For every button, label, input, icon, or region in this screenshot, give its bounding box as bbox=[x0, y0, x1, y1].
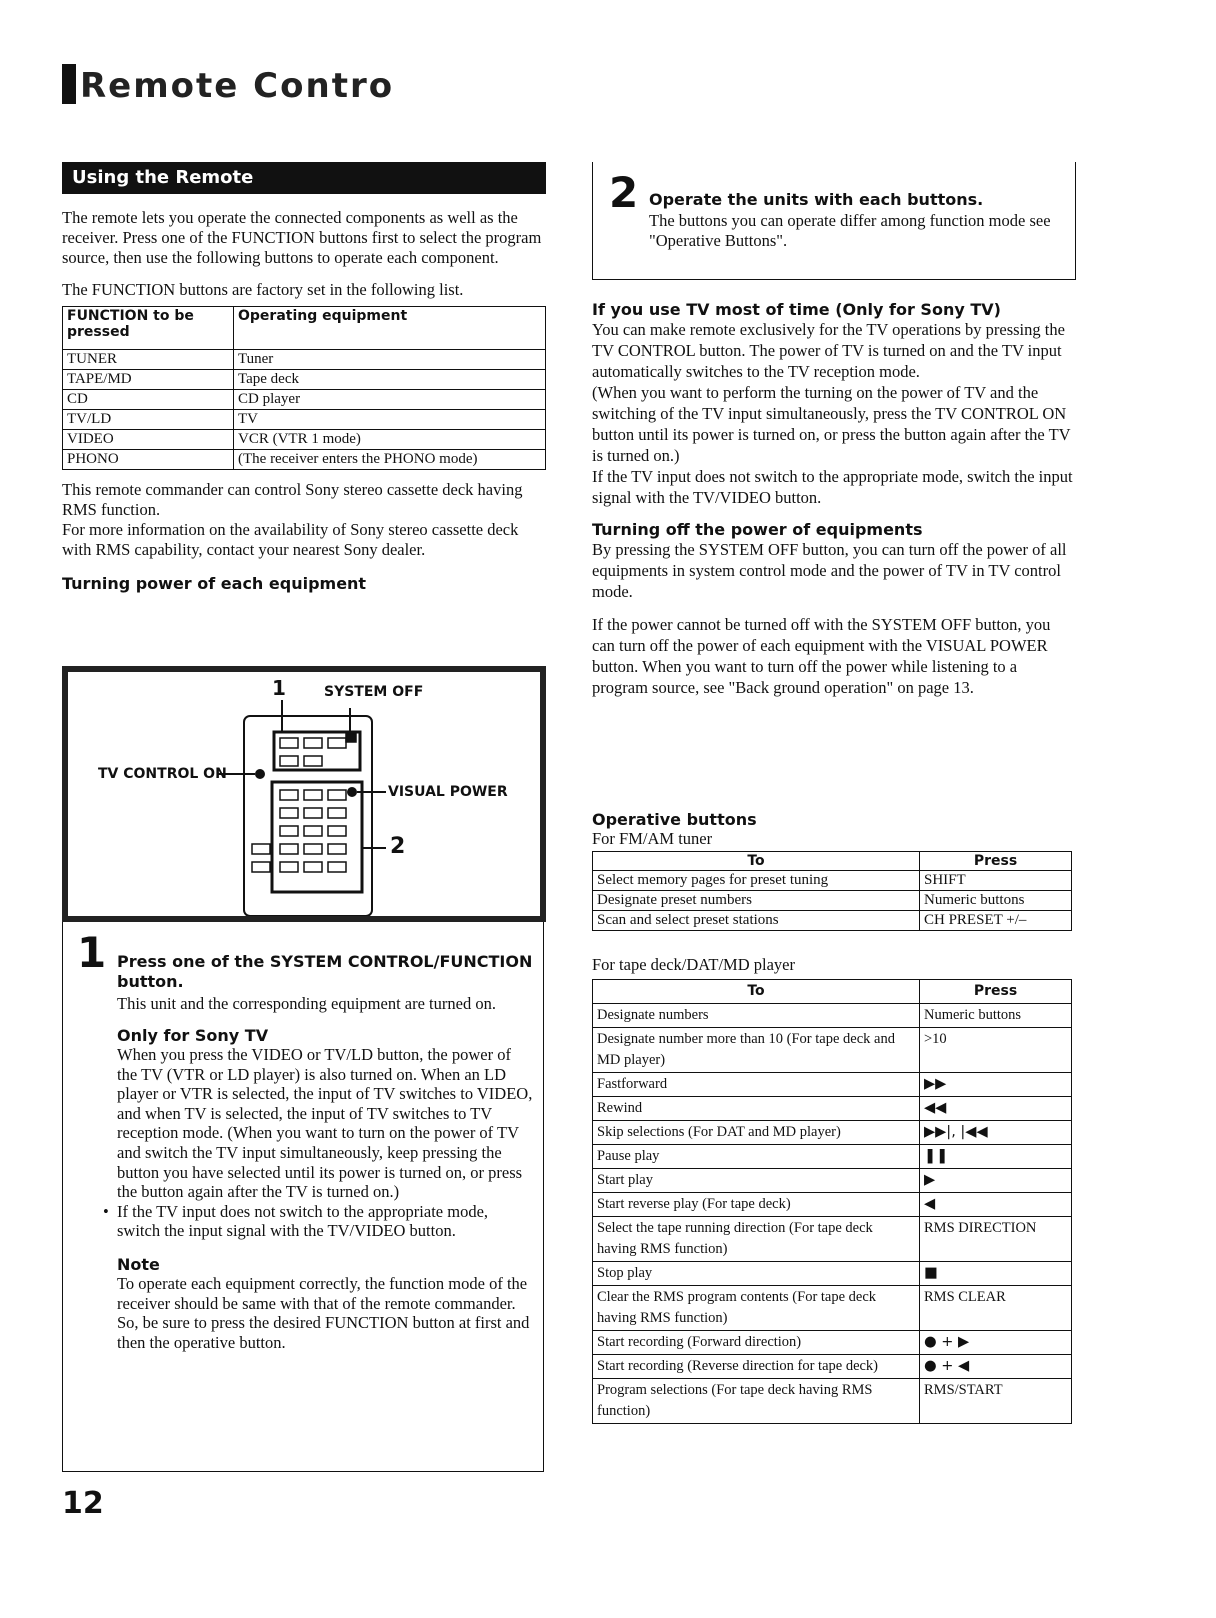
operative-section bbox=[592, 810, 1076, 1424]
table-cell: CD bbox=[63, 390, 234, 410]
table-row bbox=[593, 1145, 1072, 1169]
table-cell: Pause play bbox=[593, 1145, 920, 1169]
table-row bbox=[593, 871, 1072, 891]
table-cell: ▶▶|, |◀◀ bbox=[920, 1121, 1072, 1145]
table-cell: Fastforward bbox=[593, 1073, 920, 1097]
table-row bbox=[63, 390, 546, 410]
table-cell: RMS/START bbox=[920, 1379, 1072, 1424]
table-cell: Rewind bbox=[593, 1097, 920, 1121]
table-row bbox=[63, 450, 546, 470]
rms-paragraph-2: For more information on the availability of Sony stereo cassette deck with RMS capability, contact your nearest Sony dealer. bbox=[62, 520, 519, 559]
diagram-label-1: 1 bbox=[272, 676, 286, 700]
table-cell: RMS DIRECTION bbox=[920, 1217, 1072, 1262]
function-table bbox=[62, 306, 546, 470]
table-row bbox=[593, 911, 1072, 931]
step2-title: Operate the units with each buttons. bbox=[649, 190, 984, 209]
tape-table bbox=[592, 979, 1072, 1424]
table-row bbox=[593, 1331, 1072, 1355]
table-cell: ▶▶ bbox=[920, 1073, 1072, 1097]
table-cell: Designate number more than 10 (For tape deck and MD player) bbox=[593, 1028, 920, 1073]
table-cell: ■ bbox=[920, 1262, 1072, 1286]
table-cell: Start play bbox=[593, 1169, 920, 1193]
table-row bbox=[63, 430, 546, 450]
table-row bbox=[593, 1193, 1072, 1217]
operative-heading: Operative buttons bbox=[592, 810, 757, 829]
table-cell: Program selections (For tape deck having RMS function) bbox=[593, 1379, 920, 1424]
section-title-bar bbox=[62, 162, 546, 194]
table-cell: TUNER bbox=[63, 350, 234, 370]
sony-tv-text: When you press the VIDEO or TV/LD button, the power of the TV (VTR or LD player) is also turned on. When an LD player or VTR is selected, the input of TV switches to VIDEO, and when TV is selected, the input of TV switches to TV reception mode. (When you want to turn on the power of TV and switch the TV input simultaneously, keep pressing the button you have selected until its power is turned on, or press the button again after the TV is turned on.) bbox=[117, 1045, 533, 1202]
diagram-label-2: 2 bbox=[390, 834, 406, 859]
table-cell: Select memory pages for preset tuning bbox=[593, 871, 920, 891]
tuner-caption: For FM/AM tuner bbox=[592, 829, 713, 848]
table-row bbox=[593, 1073, 1072, 1097]
note-text: To operate each equipment correctly, the function mode of the receiver should be same with that of the remote commander. So, be sure to press the desired FUNCTION button at first and then the operative button. bbox=[117, 1273, 530, 1352]
step2-number: 2 bbox=[609, 168, 639, 217]
step1-text: This unit and the corresponding equipment are turned on. bbox=[117, 994, 496, 1013]
table-row bbox=[593, 1286, 1072, 1331]
step1-number: 1 bbox=[77, 928, 107, 977]
table-row bbox=[593, 1262, 1072, 1286]
table-row bbox=[63, 350, 546, 370]
table-cell: Tape deck bbox=[234, 370, 546, 390]
step1-title: Press one of the SYSTEM CONTROL/FUNCTION button. bbox=[117, 952, 533, 991]
off-text-2: If the power cannot be turned off with the SYSTEM OFF button, you can turn off the power of each equipment with the VISUAL POWER button. When you want to turn off the power while listening to a program source, see "Back ground operation" on page 13. bbox=[592, 615, 1051, 697]
table-cell: VIDEO bbox=[63, 430, 234, 450]
table-cell: ◀ bbox=[920, 1193, 1072, 1217]
step2-text: The buttons you can operate differ among function mode see "Operative Buttons". bbox=[649, 211, 1051, 250]
header-title-graphic bbox=[62, 64, 392, 104]
table-row bbox=[593, 1355, 1072, 1379]
left-column bbox=[62, 208, 548, 593]
diagram-label-visual-power: VISUAL POWER bbox=[388, 784, 508, 800]
tape-caption: For tape deck/DAT/MD player bbox=[592, 955, 795, 974]
table-cell: ◀◀ bbox=[920, 1097, 1072, 1121]
table-cell: TAPE/MD bbox=[63, 370, 234, 390]
table-cell: (The receiver enters the PHONO mode) bbox=[234, 450, 546, 470]
table-cell: Stop play bbox=[593, 1262, 920, 1286]
table-row bbox=[593, 891, 1072, 911]
note-heading: Note bbox=[117, 1254, 160, 1274]
step2-box bbox=[592, 162, 1076, 280]
table-cell: TV bbox=[234, 410, 546, 430]
step1-box bbox=[62, 922, 544, 1472]
table-cell: Start recording (Forward direction) bbox=[593, 1331, 920, 1355]
tuner-table-header: To bbox=[593, 852, 920, 871]
power-heading: Turning power of each equipment bbox=[62, 574, 367, 593]
table-row bbox=[593, 1217, 1072, 1262]
table-cell: SHIFT bbox=[920, 871, 1072, 891]
intro-paragraph: The remote lets you operate the connected components as well as the receiver. Press one of the FUNCTION buttons first to select the program source, then use the following buttons to operate each component. bbox=[62, 208, 542, 267]
tv-text-3: If the TV input does not switch to the appropriate mode, switch the input signal with the TV/VIDEO button. bbox=[592, 467, 1073, 507]
table-cell: Start reverse play (For tape deck) bbox=[593, 1193, 920, 1217]
table-cell: PHONO bbox=[63, 450, 234, 470]
table-cell: Start recording (Reverse direction for tape deck) bbox=[593, 1355, 920, 1379]
tape-table-header: To bbox=[593, 980, 920, 1004]
factory-set-line: The FUNCTION buttons are factory set in the following list. bbox=[62, 280, 464, 299]
table-cell: ● + ▶ bbox=[920, 1331, 1072, 1355]
tuner-table-header: Press bbox=[920, 852, 1072, 871]
table-row bbox=[593, 1169, 1072, 1193]
section-title: Using the Remote bbox=[72, 167, 254, 188]
table-cell: Select the tape running direction (For tape deck having RMS function) bbox=[593, 1217, 920, 1262]
table-cell: Numeric buttons bbox=[920, 891, 1072, 911]
off-heading: Turning off the power of equipments bbox=[592, 520, 923, 539]
table-cell: Designate numbers bbox=[593, 1004, 920, 1028]
table-cell: >10 bbox=[920, 1028, 1072, 1073]
table-cell: ▶ bbox=[920, 1169, 1072, 1193]
diagram-label-system-off: SYSTEM OFF bbox=[324, 684, 424, 700]
table-row bbox=[593, 1004, 1072, 1028]
table-cell: Tuner bbox=[234, 350, 546, 370]
tv-text-1: You can make remote exclusively for the TV operations by pressing the TV CONTROL button. The power of TV is turned on and the TV input automatically switches to the TV reception mode. bbox=[592, 320, 1065, 381]
table-row bbox=[593, 1121, 1072, 1145]
table-cell: CD player bbox=[234, 390, 546, 410]
tv-heading: If you use TV most of time (Only for Sony TV) bbox=[592, 300, 1001, 319]
table-cell: CH PRESET +/– bbox=[920, 911, 1072, 931]
sony-tv-heading: Only for Sony TV bbox=[117, 1026, 269, 1045]
table-cell: VCR (VTR 1 mode) bbox=[234, 430, 546, 450]
rms-paragraph-1: This remote commander can control Sony stereo cassette deck having RMS function. bbox=[62, 480, 523, 519]
right-column bbox=[592, 300, 1076, 698]
sony-tv-bullet: • If the TV input does not switch to the appropriate mode, switch the input signal with the TV/VIDEO button. bbox=[101, 1202, 535, 1241]
function-table-header: FUNCTION to be pressed bbox=[63, 307, 234, 350]
table-cell: TV/LD bbox=[63, 410, 234, 430]
diagram-label-tv-control-on: TV CONTROL ON bbox=[98, 766, 227, 782]
off-text: By pressing the SYSTEM OFF button, you can turn off the power of all equipments in system control mode and the power of TV in TV control mode. bbox=[592, 540, 1067, 601]
table-cell: ● + ◀ bbox=[920, 1355, 1072, 1379]
remote-diagram bbox=[62, 666, 546, 922]
table-cell: Skip selections (For DAT and MD player) bbox=[593, 1121, 920, 1145]
table-row bbox=[63, 410, 546, 430]
table-row bbox=[63, 370, 546, 390]
table-row bbox=[593, 1097, 1072, 1121]
header-title-text: Remote Control bbox=[80, 66, 392, 104]
table-row bbox=[593, 1379, 1072, 1424]
table-row bbox=[593, 1028, 1072, 1073]
table-cell: RMS CLEAR bbox=[920, 1286, 1072, 1331]
table-cell: Scan and select preset stations bbox=[593, 911, 920, 931]
table-cell: Numeric buttons bbox=[920, 1004, 1072, 1028]
function-table-header: Operating equipment bbox=[234, 307, 546, 350]
tv-text-2: (When you want to perform the turning on the power of TV and the switching of the TV input simultaneously, press the TV CONTROL ON button until its power is turned on, or press the button again after the TV is turned on.) bbox=[592, 383, 1071, 465]
table-cell: ❚❚ bbox=[920, 1145, 1072, 1169]
table-cell: Designate preset numbers bbox=[593, 891, 920, 911]
table-cell: Clear the RMS program contents (For tape deck having RMS function) bbox=[593, 1286, 920, 1331]
tuner-table bbox=[592, 851, 1072, 931]
tape-table-header: Press bbox=[920, 980, 1072, 1004]
page-number: 12 bbox=[62, 1486, 104, 1521]
